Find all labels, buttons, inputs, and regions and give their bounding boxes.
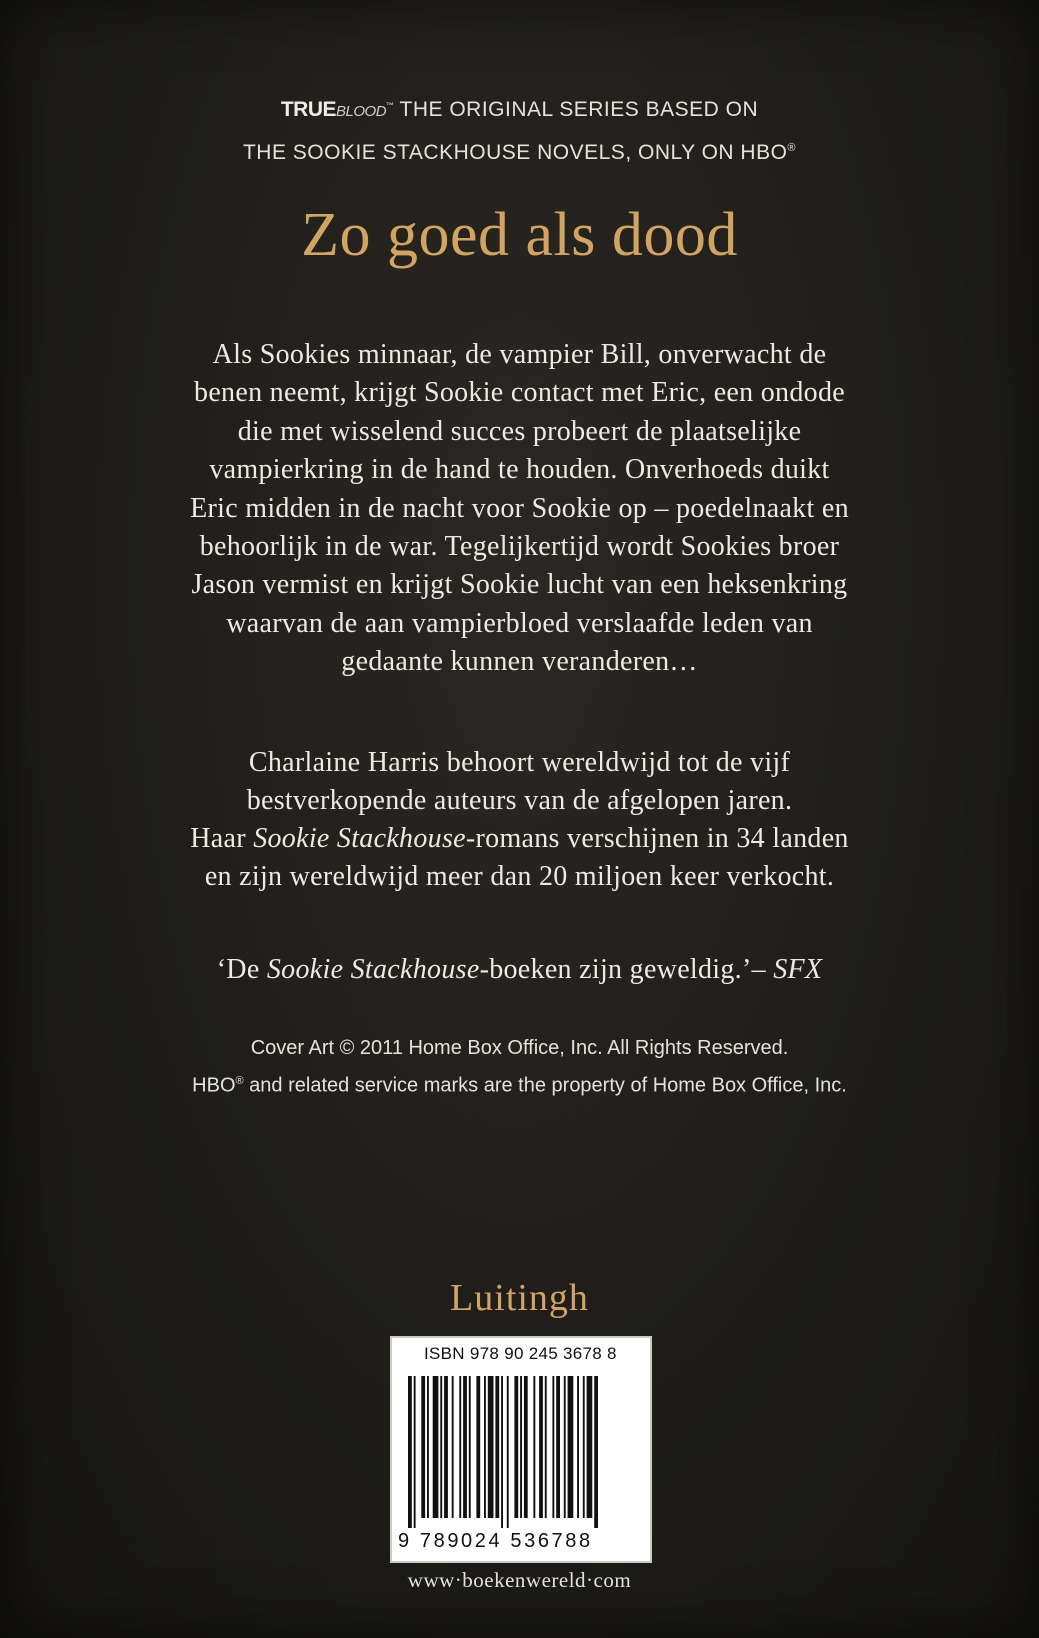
bio-text: Haar <box>190 823 254 854</box>
isbn-text: ISBN 978 90 245 3678 8 <box>424 1344 617 1363</box>
synopsis-line: die met wisselend succes probeert de plaatselijke <box>237 415 802 447</box>
book-title: Zo goed als dood <box>301 201 738 269</box>
copyright-line-1: Cover Art © 2011 Home Box Office, Inc. All Rights Reserved. <box>250 1037 789 1059</box>
logo-blood-text: BLOOD <box>336 103 387 120</box>
bio-line: en zijn wereldwijd meer dan 20 miljoen keer verkocht. <box>204 861 835 892</box>
copyright-line-2 <box>0 1065 1039 1103</box>
synopsis-line: Eric midden in de nacht voor Sookie op – poedelnaakt en <box>190 492 849 524</box>
copyright-notice <box>0 1032 1039 1103</box>
barcode <box>390 1336 652 1563</box>
quote-text: -boeken zijn geweldig.’– <box>479 954 774 985</box>
website-url: www·boekenwereld·com <box>407 1568 632 1592</box>
copyright-text: and related service marks are the property of Home Box Office, Inc. <box>243 1074 847 1097</box>
synopsis-line: Jason vermist en krijgt Sookie lucht van een heksenkring <box>191 569 848 601</box>
series-name: Sookie Stackhouse <box>253 823 466 854</box>
bio-line <box>95 820 944 858</box>
quote-series-name: Sookie Stackhouse <box>266 954 480 985</box>
publisher-logo: Luitingh <box>450 1277 589 1319</box>
synopsis-line: vampierkring in de hand te houden. Onverhoeds duikt <box>209 454 830 486</box>
trueblood-logo <box>281 98 394 121</box>
author-bio <box>95 744 944 896</box>
bio-text: -romans verschijnen in 34 landen <box>465 823 849 854</box>
tagline-text-1: THE ORIGINAL SERIES BASED ON <box>399 98 759 121</box>
trademark-mark: ™ <box>386 101 394 110</box>
bio-line: Charlaine Harris behoort wereldwijd tot de vijf <box>248 747 791 778</box>
copyright-text: HBO <box>192 1074 236 1097</box>
registered-mark: ® <box>787 142 797 154</box>
synopsis-line: gedaante kunnen veranderen… <box>341 646 698 678</box>
tagline-line-1 <box>0 88 1039 130</box>
synopsis-line: Als Sookies minnaar, de vampier Bill, onverwacht de <box>212 339 827 370</box>
barcode-bars <box>408 1376 634 1528</box>
ean-number: 9 789024 536788 <box>398 1530 593 1552</box>
tagline-line-2 <box>0 130 1039 171</box>
synopsis <box>95 336 944 682</box>
synopsis-line: waarvan de aan vampierbloed verslaafde leden van <box>226 607 813 639</box>
quote-source: SFX <box>773 954 823 985</box>
synopsis-line: behoorlijk in de war. Tegelijkertijd wordt Sookies broer <box>199 531 840 563</box>
registered-mark: ® <box>235 1075 244 1087</box>
review-quote <box>0 954 1039 986</box>
quote-text: ‘De <box>216 954 267 985</box>
series-tagline <box>0 88 1039 171</box>
tagline-text-2: THE SOOKIE STACKHOUSE NOVELS, ONLY ON HBO <box>242 141 788 164</box>
logo-true-text: TRUE <box>280 98 337 121</box>
synopsis-line: benen neemt, krijgt Sookie contact met Eric, een ondode <box>194 377 845 409</box>
bio-line: bestverkopende auteurs van de afgelopen jaren. <box>246 785 793 816</box>
